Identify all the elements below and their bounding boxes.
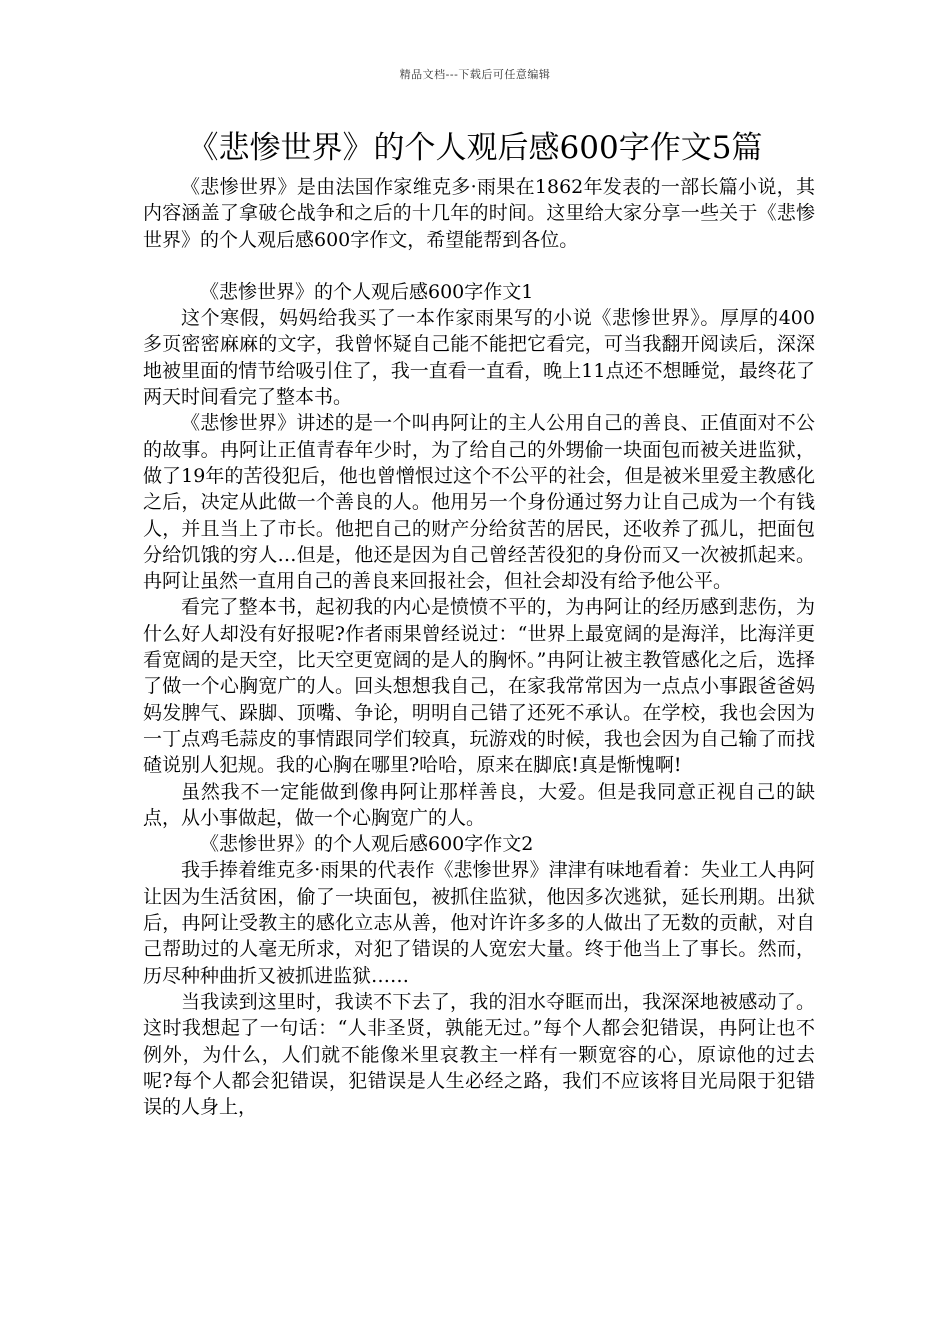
document-body: [143, 174, 815, 1120]
section-1-paragraph: 《悲惨世界》讲述的是一个叫冉阿让的主人公用自己的善良、正值面对不公的故事。冉阿让正值青春年少时，为了给自己的外甥偷一块面包而被关进监狱，做了19年的苦役犯后，他也曾憎恨过这个不公平的社会，但是被米里爱主教感化之后，决定从此做一个善良的人。他用另一个身份通过努力让自己成为一个有钱人，并且当上了市长。他把自己的财产分给贫苦的居民，还收养了孤儿，把面包分给饥饿的穷人…但是，他还是因为自己曾经苦役犯的身份而又一次被抓起来。冉阿让虽然一直用自己的善良来回报社会，但社会却没有给予他公平。: [143, 412, 815, 593]
document-title: 《悲惨世界》的个人观后感600字作文5篇: [187, 130, 763, 166]
section-1-paragraph: 看完了整本书，起初我的内心是愤愤不平的，为冉阿让的经历感到悲伤，为什么好人却没有好报呢?作者雨果曾经说过：“世界上最宽阔的是海洋，比海洋更看宽阔的是天空，比天空更宽阔的是人的胸怀。”冉阿让被主教管感化之后，选择了做一个心胸宽广的人。回头想想我自己，在家我常常因为一点点小事跟爸爸妈妈发脾气、跺脚、顶嘴、争论，明明自己错了还死不承认。在学校，我也会因为一丁点鸡毛蒜皮的事情跟同学们较真，玩游戏的时候，我也会因为自己输了而找碴说别人犯规。我的心胸在哪里?哈哈，原来在脚底!真是惭愧啊!: [143, 596, 815, 777]
section-2-paragraph: 当我读到这里时，我读不下去了，我的泪水夺眶而出，我深深地被感动了。这时我想起了一句话：“人非圣贤，孰能无过。”每个人都会犯错误，冉阿让也不例外，为什么，人们就不能像米里哀教主一样有一颗宽容的心，原谅他的过去呢?每个人都会犯错误，犯错误是人生必经之路，我们不应该将目光局限于犯错误的人身上，: [143, 990, 815, 1119]
section-2-paragraph: 我手捧着维克多·雨果的代表作《悲惨世界》津津有味地看着：失业工人冉阿让因为生活贫困，偷了一块面包，被抓住监狱，他因多次逃狱，延长刑期。出狱后，冉阿让受教主的感化立志从善，他对许许多多的人做出了无数的贡献，对自己帮助过的人毫无所求，对犯了错误的人宽宏大量。终于他当上了事长。然而，历尽种种曲折又被抓进监狱……: [143, 859, 815, 987]
section-1-heading: 《悲惨世界》的个人观后感600字作文1: [200, 280, 534, 303]
intro-paragraph: 《悲惨世界》是由法国作家维克多·雨果在1862年发表的一部长篇小说，其内容涵盖了拿破仑战争和之后的十几年的时间。这里给大家分享一些关于《悲惨世界》的个人观后感600字作文，希望能帮到各位。: [143, 176, 815, 251]
section-1-paragraph: 虽然我不一定能做到像冉阿让那样善良，大爱。但是我同意正视自己的缺点，从小事做起，做一个心胸宽广的人。: [143, 780, 815, 829]
header-note: 精品文档---下载后可任意编辑: [399, 68, 551, 81]
section-2-heading: 《悲惨世界》的个人观后感600字作文2: [200, 833, 534, 856]
section-1-paragraph: 这个寒假，妈妈给我买了一本作家雨果写的小说《悲惨世界》。厚厚的400多页密密麻麻的文字，我曾怀疑自己能不能把它看完，可当我翻开阅读后，深深地被里面的情节给吸引住了，我一直看一直看，晚上11点还不想睡觉，最终花了两天时间看完了整本书。: [143, 307, 815, 409]
